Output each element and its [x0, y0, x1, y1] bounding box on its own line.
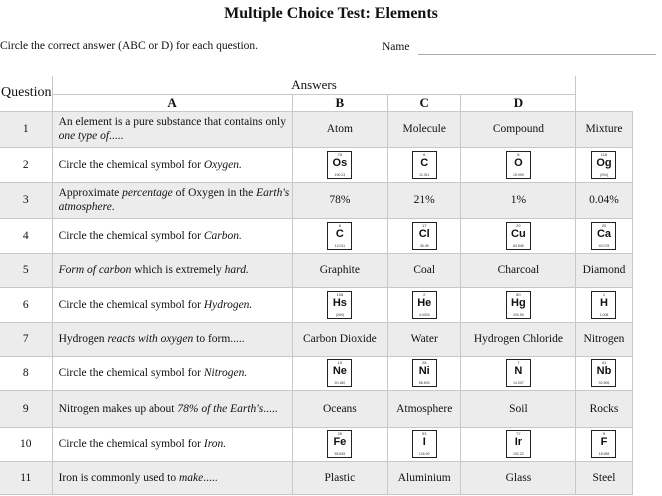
atomic-number: 6 [423, 151, 426, 157]
question-text [52, 356, 292, 390]
atomic-number: 29 [516, 222, 521, 228]
answer-option-b[interactable] [388, 218, 461, 253]
element-tile [412, 359, 437, 387]
element-symbol: H [600, 296, 608, 309]
question-fragment: ..... [263, 402, 278, 415]
atomic-mass: 14.007 [513, 381, 524, 385]
answer-text: Glass [505, 471, 532, 484]
page-title: Multiple Choice Test: Elements [224, 5, 438, 22]
answer-option-d[interactable] [576, 390, 632, 427]
margin-cell [632, 461, 662, 494]
element-symbol: Ir [514, 436, 523, 448]
element-symbol: Cl [418, 227, 430, 240]
answer-option-c[interactable] [461, 147, 576, 182]
atomic-number: 9 [602, 431, 606, 436]
answer-option-d[interactable] [576, 356, 632, 390]
answer-option-d[interactable] [576, 461, 632, 494]
atomic-number: 17 [421, 222, 427, 228]
element-symbol: Ne [332, 365, 347, 377]
margin-cell [632, 147, 662, 182]
question-fragment: Hydrogen [58, 333, 108, 345]
question-number: 8 [0, 356, 52, 390]
margin-cell [632, 390, 662, 427]
question-text [52, 461, 292, 494]
question-fragment: Circle the chemical symbol for [58, 298, 204, 311]
question-number: 9 [0, 390, 52, 427]
atomic-mass: 192.22 [513, 452, 524, 456]
question-emphasis: hard. [224, 264, 249, 276]
answer-text: Compound [492, 123, 544, 135]
answer-option-c[interactable] [461, 182, 576, 218]
answer-option-c[interactable] [461, 287, 576, 322]
name-field[interactable] [418, 54, 656, 55]
answer-text: 1% [510, 194, 527, 206]
element-symbol: Hs [332, 296, 347, 309]
element-tile [412, 222, 437, 250]
margin-cell [632, 322, 662, 356]
question-text [52, 390, 292, 427]
answer-option-b[interactable] [388, 390, 461, 427]
answer-option-b[interactable] [388, 147, 461, 182]
element-tile [412, 291, 437, 319]
answer-option-a[interactable] [292, 390, 388, 427]
letter-b: B [292, 94, 388, 111]
answer-option-c[interactable] [461, 356, 576, 390]
answer-option-a[interactable] [292, 218, 388, 253]
element-tile [506, 359, 531, 387]
element-symbol: He [417, 296, 432, 309]
atomic-mass: 12.011 [334, 243, 346, 248]
answer-option-b[interactable] [388, 322, 461, 356]
instructions: Circle the correct answer (ABC or D) for each question. [0, 40, 259, 52]
question-row [0, 390, 662, 427]
question-text [52, 253, 292, 287]
question-row [0, 427, 662, 461]
question-fragment: Circle the chemical symbol for [58, 438, 204, 450]
margin-cell [632, 182, 662, 218]
element-symbol: Ni [418, 365, 430, 377]
answer-text: Steel [592, 471, 616, 484]
question-emphasis: Hydrogen. [203, 298, 253, 311]
answer-option-d[interactable] [576, 253, 632, 287]
question-number: 5 [0, 253, 52, 287]
margin-column [576, 76, 632, 111]
atomic-mass: 18.998 [598, 452, 610, 456]
element-symbol: F [600, 436, 608, 448]
question-row [0, 253, 662, 287]
question-fragment: . [111, 201, 115, 213]
question-header: Question [0, 76, 52, 111]
question-row [0, 147, 662, 182]
answer-option-d[interactable] [576, 322, 632, 356]
answer-option-a[interactable] [292, 253, 388, 287]
answer-text: 21% [413, 194, 435, 206]
question-table [0, 76, 662, 495]
atomic-mass: 12.011 [418, 172, 430, 177]
question-text [52, 427, 292, 461]
question-emphasis: Carbon. [203, 229, 242, 242]
answer-option-a[interactable] [292, 182, 388, 218]
atomic-number: 118 [600, 151, 608, 157]
atomic-mass: 4.0026 [418, 312, 430, 317]
atomic-mass: 55.845 [334, 452, 346, 456]
answer-option-d[interactable] [576, 182, 632, 218]
question-number: 7 [0, 322, 52, 356]
question-text [52, 287, 292, 322]
answer-text: Oceans [322, 402, 357, 415]
answer-text: Coal [413, 264, 436, 276]
element-tile [327, 222, 352, 250]
answer-text: Plastic [324, 471, 356, 484]
atomic-number: 108 [336, 291, 344, 297]
answer-text: Diamond [582, 264, 626, 276]
question-text [52, 218, 292, 253]
answer-option-a[interactable] [292, 111, 388, 147]
question-number: 3 [0, 182, 52, 218]
answer-option-c[interactable] [461, 111, 576, 147]
atomic-mass: 40.078 [598, 243, 610, 248]
atomic-mass: 92.906 [598, 381, 610, 385]
atomic-number: 7 [517, 360, 520, 365]
element-tile [327, 151, 352, 179]
answer-option-c[interactable] [461, 427, 576, 461]
element-tile [591, 222, 616, 250]
question-row [0, 461, 662, 494]
question-text [52, 322, 292, 356]
element-symbol: Hg [511, 296, 526, 309]
element-symbol: C [335, 227, 344, 240]
question-fragment: ..... [203, 471, 218, 484]
element-tile [327, 430, 352, 458]
answer-option-b[interactable] [388, 461, 461, 494]
question-row [0, 287, 662, 322]
atomic-mass: 126.90 [418, 452, 430, 456]
name-label: Name [382, 41, 410, 53]
question-text [52, 182, 292, 218]
answer-text: Aluminium [397, 471, 451, 484]
question-fragment: Iron is commonly used to [58, 471, 179, 484]
element-tile [327, 359, 352, 387]
answer-text: Nitrogen [583, 333, 625, 345]
question-emphasis: 78% of the Earth's [177, 402, 264, 415]
element-tile [591, 151, 616, 179]
answer-option-b[interactable] [388, 287, 461, 322]
answer-text: Charcoal [497, 264, 540, 276]
question-number: 1 [0, 111, 52, 147]
element-tile [506, 222, 531, 250]
element-tile [591, 359, 616, 387]
element-tile [591, 291, 616, 319]
answer-option-b[interactable] [388, 253, 461, 287]
question-emphasis: Form of carbon [58, 264, 132, 276]
question-fragment: to form..... [193, 333, 245, 345]
answer-option-a[interactable] [292, 287, 388, 322]
answer-text: Molecule [402, 123, 446, 135]
answer-option-c[interactable] [461, 253, 576, 287]
question-text [52, 111, 292, 147]
question-row [0, 182, 662, 218]
question-emphasis: Earth's atmosphere [58, 187, 290, 213]
answer-text: Water [410, 333, 438, 345]
element-symbol: Ca [596, 227, 612, 240]
answer-text: Hydrogen Chloride [473, 333, 563, 345]
letter-c: C [388, 94, 461, 111]
question-text [52, 147, 292, 182]
question-number: 11 [0, 461, 52, 494]
answer-text: Rocks [589, 402, 619, 415]
question-fragment: Circle the chemical symbol for [58, 158, 204, 171]
atomic-number: 1 [602, 291, 606, 297]
atomic-mass: 15.999 [513, 172, 524, 177]
atomic-number: 26 [337, 431, 343, 436]
answer-option-a[interactable] [292, 147, 388, 182]
element-tile [412, 151, 437, 179]
answer-text: 78% [329, 194, 351, 206]
question-emphasis: percentage [122, 187, 173, 199]
letter-d: D [461, 94, 576, 111]
answer-option-d[interactable] [576, 147, 632, 182]
answer-option-b[interactable] [388, 356, 461, 390]
margin-cell [632, 111, 662, 147]
atomic-number: 80 [516, 291, 521, 297]
question-number: 10 [0, 427, 52, 461]
question-row [0, 356, 662, 390]
atomic-number: 6 [338, 222, 341, 228]
question-fragment: ..... [109, 130, 124, 142]
answer-option-a[interactable] [292, 427, 388, 461]
element-tile [591, 430, 616, 458]
question-emphasis: reacts with oxygen [107, 333, 194, 345]
question-row [0, 111, 662, 147]
atomic-mass: 1.008 [599, 312, 609, 317]
question-fragment: of Oxygen in the [172, 187, 257, 199]
element-symbol: C [420, 156, 429, 169]
atomic-number: 28 [421, 360, 427, 365]
atomic-mass: (294) [599, 172, 609, 177]
question-number: 6 [0, 287, 52, 322]
answer-option-a[interactable] [292, 461, 388, 494]
question-fragment: Circle the chemical symbol for [58, 367, 204, 379]
atomic-number: 10 [337, 360, 343, 365]
answer-option-b[interactable] [388, 182, 461, 218]
element-symbol: Cu [511, 227, 526, 240]
element-tile [506, 291, 531, 319]
atomic-mass: 200.59 [513, 312, 524, 317]
atomic-mass: (269) [335, 312, 344, 317]
element-symbol: I [422, 436, 426, 448]
answer-text: Mixture [585, 123, 623, 135]
answer-option-d[interactable] [576, 427, 632, 461]
answer-option-d[interactable] [576, 111, 632, 147]
letter-a: A [52, 94, 292, 111]
margin-cell [632, 287, 662, 322]
element-symbol: Os [332, 156, 348, 169]
atomic-number: 77 [516, 431, 521, 436]
element-symbol: N [514, 365, 523, 377]
atomic-mass: 63.546 [513, 243, 524, 248]
element-symbol: Fe [333, 436, 347, 448]
atomic-number: 76 [337, 151, 343, 157]
answer-text: Atom [326, 123, 353, 135]
question-emphasis: make [178, 471, 204, 484]
question-emphasis: Nitrogen. [203, 367, 248, 379]
atomic-number: 53 [421, 431, 427, 436]
atomic-number: 2 [423, 291, 426, 297]
atomic-mass: 190.23 [334, 172, 346, 177]
element-symbol: Nb [596, 365, 612, 377]
question-fragment: which is extremely [131, 264, 225, 276]
question-number: 4 [0, 218, 52, 253]
margin-cell [632, 356, 662, 390]
answer-option-a[interactable] [292, 356, 388, 390]
answer-text: Graphite [319, 264, 360, 276]
margin-cell [632, 427, 662, 461]
answer-option-d[interactable] [576, 218, 632, 253]
element-tile [506, 151, 531, 179]
answer-option-c[interactable] [461, 218, 576, 253]
answer-option-c[interactable] [461, 390, 576, 427]
element-symbol: Og [596, 156, 612, 169]
margin-cell [632, 253, 662, 287]
question-row [0, 322, 662, 356]
atomic-mass: 35.45 [419, 243, 429, 248]
question-fragment: Circle the chemical symbol for [58, 229, 204, 242]
question-fragment: Approximate [58, 187, 123, 199]
answer-option-b[interactable] [388, 427, 461, 461]
answer-option-c[interactable] [461, 322, 576, 356]
element-tile [412, 430, 437, 458]
answer-text: Atmosphere [396, 402, 453, 415]
element-tile [506, 430, 531, 458]
question-fragment: An element is a pure substance that contains only [58, 116, 286, 128]
question-emphasis: Iron. [203, 438, 227, 450]
answer-option-b[interactable] [388, 111, 461, 147]
atomic-number: 20 [601, 222, 607, 228]
question-emphasis: Oxygen. [203, 158, 242, 171]
answer-option-a[interactable] [292, 322, 388, 356]
answer-text: 0.04% [589, 194, 619, 206]
question-row [0, 218, 662, 253]
question-rows [0, 111, 662, 494]
atomic-number: 41 [601, 360, 607, 365]
atomic-mass: 58.693 [418, 381, 430, 385]
element-tile [327, 291, 352, 319]
element-symbol: O [514, 156, 523, 169]
question-fragment: Nitrogen makes up about [58, 402, 178, 415]
question-number: 2 [0, 147, 52, 182]
answer-text: Soil [509, 402, 528, 415]
answer-option-d[interactable] [576, 287, 632, 322]
atomic-number: 8 [517, 151, 520, 157]
answers-header: Answers [52, 76, 576, 94]
question-emphasis: one type of [58, 130, 110, 142]
atomic-mass: 20.180 [334, 381, 346, 385]
answer-option-c[interactable] [461, 461, 576, 494]
answer-text: Carbon Dioxide [302, 333, 377, 345]
margin-cell [632, 218, 662, 253]
